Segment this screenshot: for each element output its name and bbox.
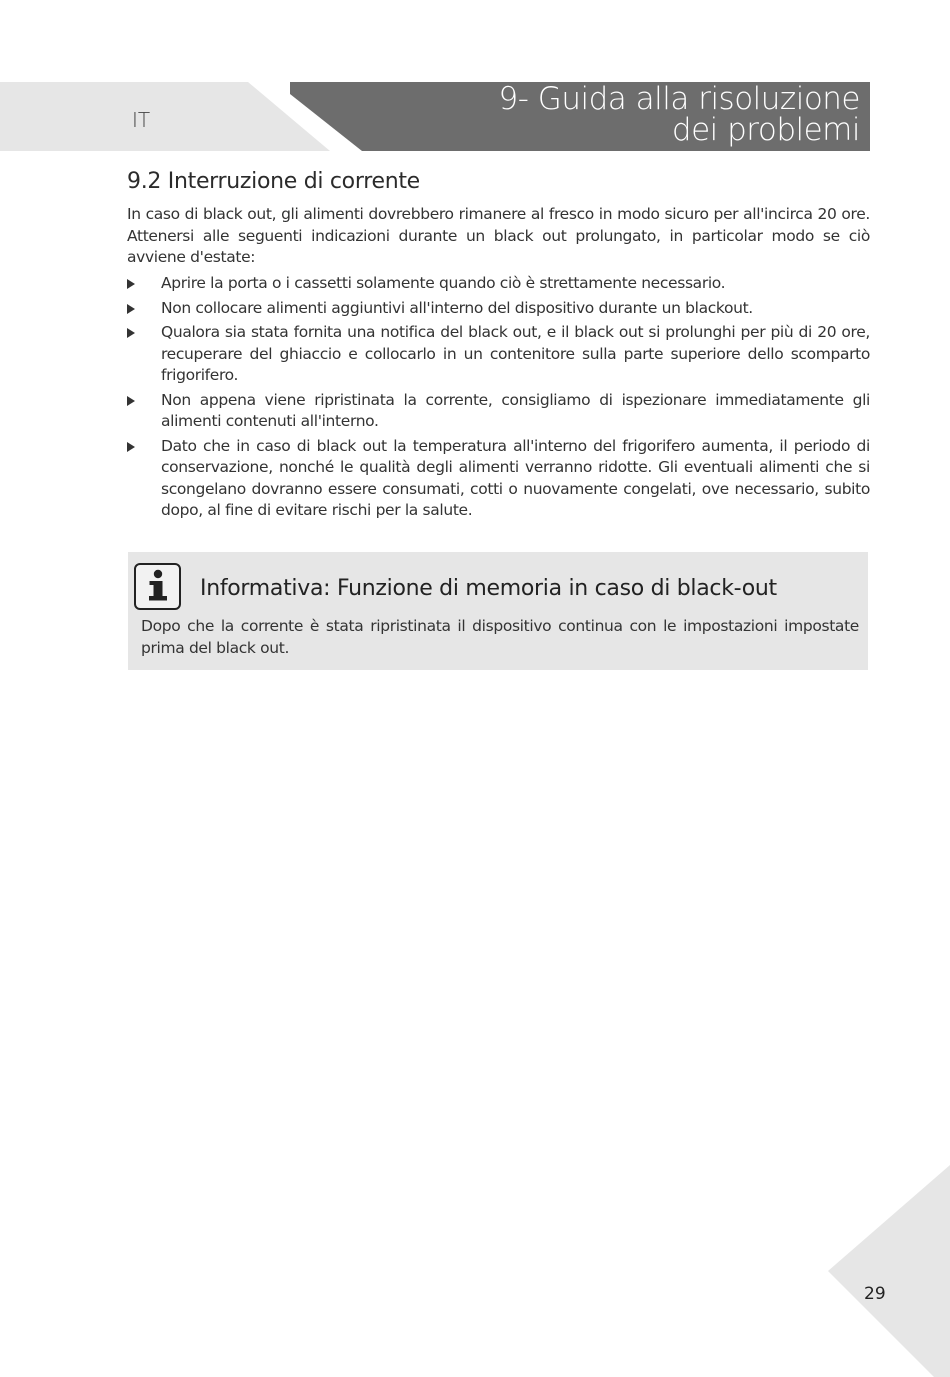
triangle-bullet-icon xyxy=(127,442,135,452)
chapter-title xyxy=(440,81,860,148)
bullet-item xyxy=(127,322,870,387)
triangle-bullet-icon xyxy=(127,396,135,406)
language-tab xyxy=(0,82,330,151)
info-box xyxy=(128,552,868,670)
bullet-item xyxy=(127,390,870,433)
triangle-bullet-icon xyxy=(127,304,135,314)
bullet-text: Non collocare alimenti aggiuntivi all'interno del dispositivo durante un blackout. xyxy=(161,298,753,317)
bullet-item xyxy=(127,273,870,295)
chapter-title-line1: 9- Guida alla risoluzione xyxy=(498,81,860,117)
bullet-item xyxy=(127,436,870,522)
section-title: 9.2 Interruzione di corrente xyxy=(127,169,420,194)
bullet-item xyxy=(127,298,870,320)
page-number: 29 xyxy=(864,1284,886,1304)
bullet-text: Aprire la porta o i cassetti solamente quando ciò è strettamente necessario. xyxy=(161,274,726,292)
language-label: IT xyxy=(132,108,151,132)
bullet-text: Dato che in caso di black out la temperatura all'interno del frigorifero aumenta, il periodo di conservazione, nonché le qualità degli alimenti verranno ridotte. Gli eventuali alimenti che si scongelano dovranno essere consumati, cotti o nuovamente congelati, ove necessario, subito dopo, al fine di evitare rischi per la salute. xyxy=(161,436,870,519)
section-intro: In caso di black out, gli alimenti dovrebbero rimanere al fresco in modo sicuro per all'incirca 20 ore. Attenersi alle seguenti indicazioni durante un black out prolungato, in particolar modo se ciò avviene d'estate: xyxy=(127,205,870,266)
bullet-text: Non appena viene ripristinata la corrente, consigliamo di ispezionare immediatamente gli alimenti contenuti all'interno. xyxy=(161,390,870,430)
bullet-list xyxy=(127,273,870,525)
info-body: Dopo che la corrente è stata ripristinata il dispositivo continua con le impostazioni impostate prima del black out. xyxy=(141,617,859,657)
triangle-bullet-icon xyxy=(127,279,135,289)
info-icon xyxy=(134,563,181,610)
bullet-text: Qualora sia stata fornita una notifica del black out, e il black out si prolunghi per più di 20 ore, recuperare del ghiaccio e collocarlo in un contenitore sulla parte superiore dello scomparto frigorifero. xyxy=(161,323,870,384)
triangle-bullet-icon xyxy=(127,328,135,338)
page-corner-tab xyxy=(828,1165,950,1377)
chapter-title-line2: dei problemi xyxy=(671,112,860,148)
info-title: Informativa: Funzione di memoria in caso di black-out xyxy=(200,576,777,601)
